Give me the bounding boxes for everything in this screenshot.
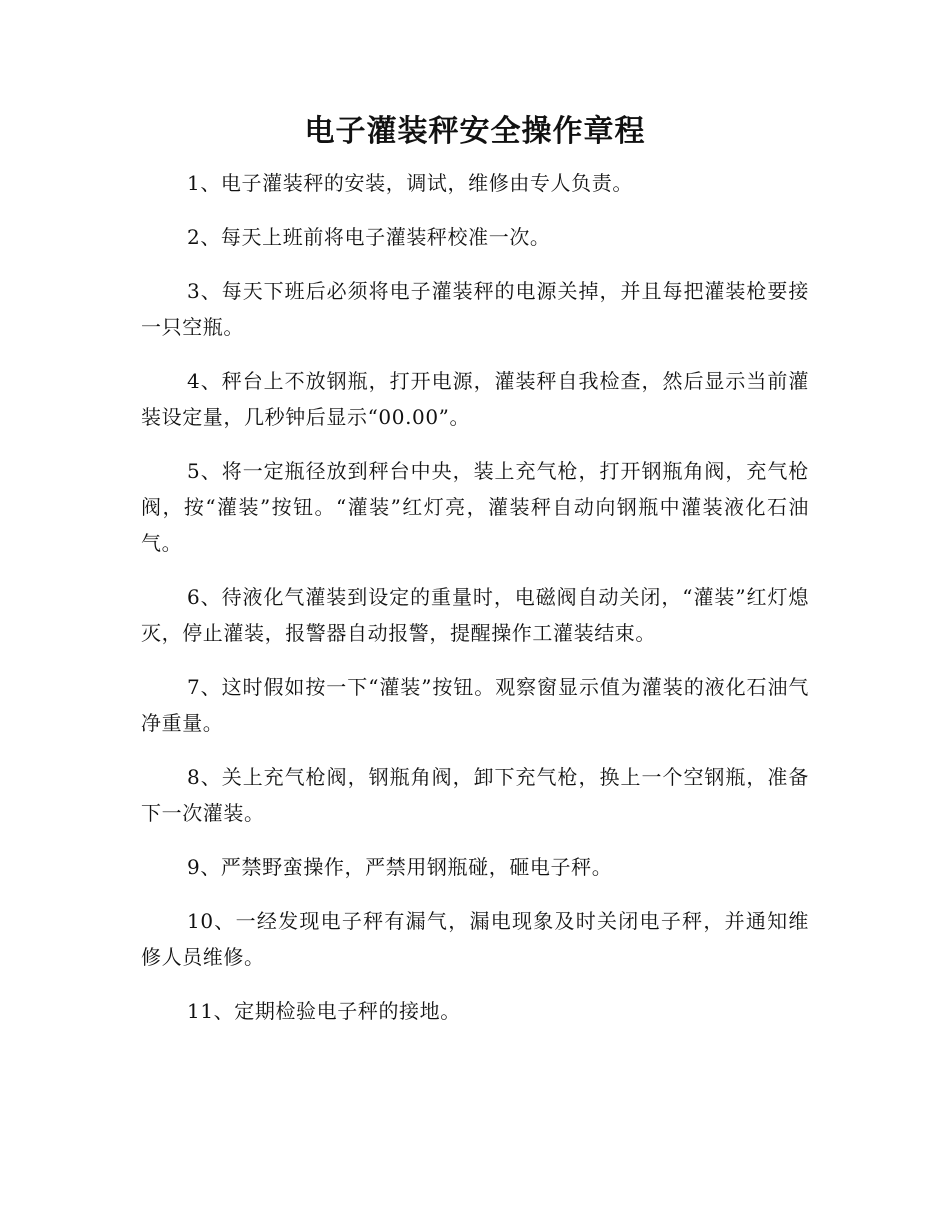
paragraph-6: 6、待液化气灌装到设定的重量时，电磁阀自动关闭，“灌装”红灯熄灭，停止灌装，报警器自动报警，提醒操作工灌装结束。 xyxy=(141,585,809,645)
paragraph-4: 4、秤台上不放钢瓶，打开电源，灌装秤自我检查，然后显示当前灌装设定量，几秒钟后显示“00.00”。 xyxy=(141,369,809,429)
paragraph-9: 9、严禁野蛮操作，严禁用钢瓶碰，砸电子秤。 xyxy=(187,855,613,879)
paragraph-3: 3、每天下班后必须将电子灌装秤的电源关掉，并且每把灌装枪要接一只空瓶。 xyxy=(141,279,809,339)
paragraph-11: 11、定期检验电子秤的接地。 xyxy=(187,999,461,1023)
paragraph-8: 8、关上充气枪阀，钢瓶角阀，卸下充气枪，换上一个空钢瓶，准备下一次灌装。 xyxy=(141,765,809,825)
document-body xyxy=(141,165,809,1047)
paragraph-7: 7、这时假如按一下“灌装”按钮。观察窗显示值为灌装的液化石油气净重量。 xyxy=(141,675,809,735)
document-title: 电子灌装秤安全操作章程 xyxy=(304,114,646,149)
paragraph-5: 5、将一定瓶径放到秤台中央，装上充气枪，打开钢瓶角阀，充气枪阀，按“灌装”按钮。“灌装”红灯亮，灌装秤自动向钢瓶中灌装液化石油气。 xyxy=(141,459,809,555)
paragraph-10: 10、一经发现电子秤有漏气，漏电现象及时关闭电子秤，并通知维修人员维修。 xyxy=(141,909,809,969)
paragraph-1: 1、电子灌装秤的安装，调试，维修由专人负责。 xyxy=(187,171,633,195)
paragraph-2: 2、每天上班前将电子灌装秤校准一次。 xyxy=(187,225,551,249)
